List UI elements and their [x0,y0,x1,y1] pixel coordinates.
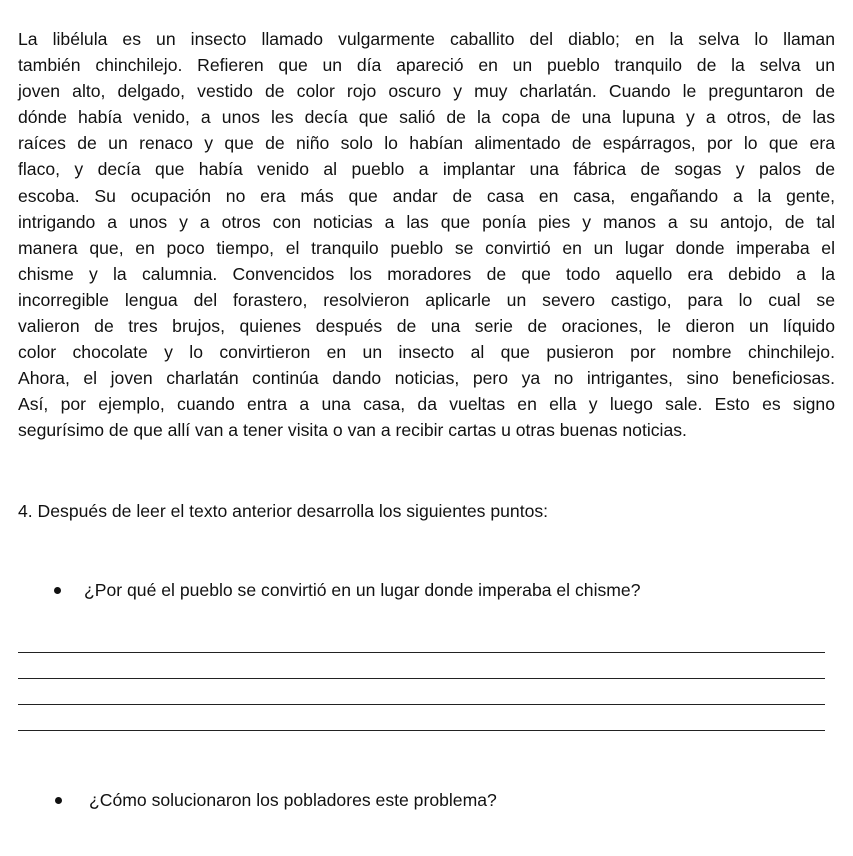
passage-line: valieron de tres brujos, quienes después de una serie de oraciones, le dieron un líquido [18,316,835,337]
passage-line: manera que, en poco tiempo, el tranquilo pueblo se convirtió en un lugar donde imperaba el [18,237,835,258]
passage-line: Ahora, el joven charlatán continúa dando noticias, pero ya no intrigantes, sino beneficiosas. [18,368,835,389]
answer-line-1[interactable] [18,652,825,653]
passage-line: intrigando a unos y a otros con noticias a las que ponía pies y manos a su antojo, de tal [18,211,835,232]
passage-line: segurísimo de que allí van a tener visita o van a recibir cartas u otras buenas noticias. [18,420,687,441]
question-1: ¿Por qué el pueblo se convirtió en un lugar donde imperaba el chisme? [84,580,641,600]
passage-line: chisme y la calumnia. Convencidos los moradores de que todo aquello era debido a la [18,263,835,284]
passage-line: raíces de un renaco y que de niño solo lo habían alimentado de espárragos, por lo que era [18,133,835,154]
bullet-icon [54,587,61,594]
bullet-icon [55,797,62,804]
question-2: ¿Cómo solucionaron los pobladores este problema? [89,790,497,810]
passage-line: también chinchilejo. Refieren que un día apareció en un pueblo tranquilo de la selva un [18,55,835,76]
passage-line: dónde había venido, a unos les decía que salió de la copa de una lupuna y a otros, de las [18,107,835,128]
instruction-heading: 4. Después de leer el texto anterior desarrolla los siguientes puntos: [18,501,549,521]
passage-line: La libélula es un insecto llamado vulgarmente caballito del diablo; en la selva lo llaman [18,29,835,49]
passage-line: Así, por ejemplo, cuando entra a una casa, da vueltas en ella y luego sale. Esto es signo [18,394,835,415]
passage-line: color chocolate y lo convirtieron en un insecto al que pusieron por nombre chinchilejo. [18,342,835,363]
passage-line: incorregible lengua del forastero, resolvieron aplicarle un severo castigo, para lo cual se [18,289,835,310]
passage-line: joven alto, delgado, vestido de color rojo oscuro y muy charlatán. Cuando le preguntaron de [18,81,835,102]
answer-line-4[interactable] [18,730,825,731]
passage-line: escoba. Su ocupación no era más que andar de casa en casa, engañando a la gente, [18,185,835,206]
answer-line-2[interactable] [18,678,825,679]
answer-line-3[interactable] [18,704,825,705]
passage-line: flaco, y decía que había venido al pueblo a implantar una fábrica de sogas y palos de [18,159,835,180]
reading-passage [18,26,835,444]
